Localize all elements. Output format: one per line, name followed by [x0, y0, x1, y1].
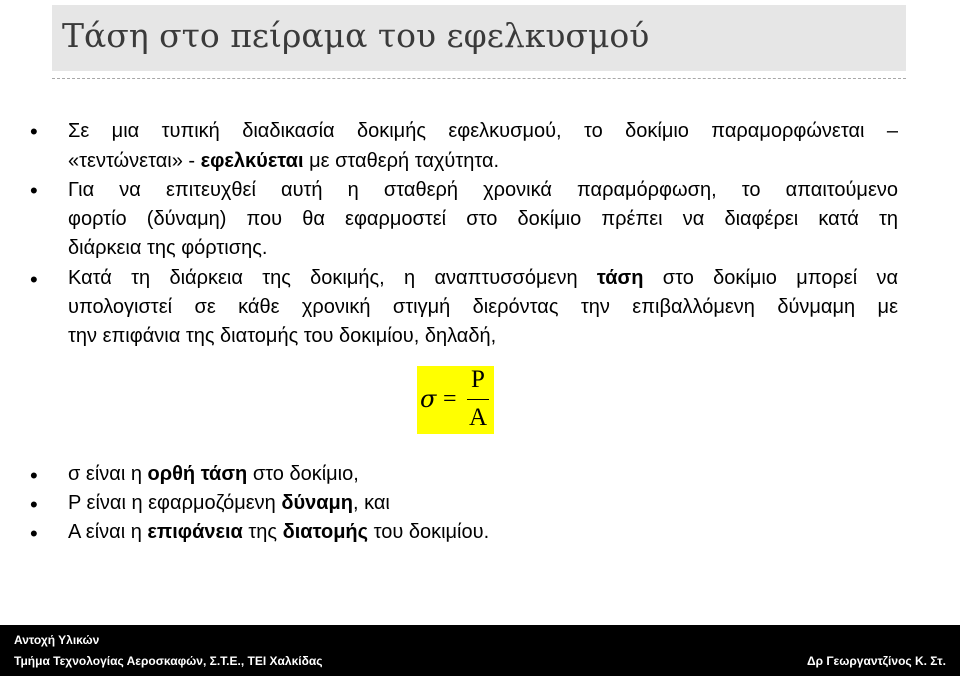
- bullet-6-line: [68, 520, 489, 544]
- bullet-1-text-end: με σταθερή ταχύτητα.: [303, 150, 500, 172]
- bullet-4-bold: ορθή τάση: [147, 463, 248, 485]
- bullet-1-text: «τεντώνεται» -: [68, 150, 201, 172]
- slide-title: Τάση στο πείραμα του εφελκυσμού: [62, 16, 650, 55]
- bullet-2-line-2: φορτίο (δύναμη) που θα εφαρμοστεί στο δοκίμιο πρέπει να διαφέρει κατά τη: [68, 208, 898, 230]
- footer-bar: [0, 625, 960, 676]
- footer-author: Δρ Γεωργαντζίνος Κ. Στ.: [806, 654, 946, 668]
- bullet-6-text-end: του δοκιμίου.: [368, 521, 490, 543]
- formula-denominator: A: [469, 404, 488, 431]
- bullet-marker: •: [30, 463, 38, 488]
- stress-formula: [417, 366, 494, 434]
- formula-sigma: σ: [420, 385, 437, 413]
- bullet-6-text-mid: της: [242, 521, 283, 543]
- bullet-marker: •: [30, 267, 38, 292]
- bullet-marker: •: [30, 119, 38, 144]
- bullet-3-line-2: υπολογιστεί σε κάθε χρονική στιγμή διερόντας την επιβαλλόμενη δύνμαμη με: [68, 296, 898, 318]
- bullet-6-bold-2: διατομής: [282, 521, 369, 543]
- formula-fraction-bar: [467, 399, 489, 400]
- bullet-marker: •: [30, 521, 38, 546]
- bullet-3-line-1: [68, 266, 898, 290]
- bullet-5-line: [68, 491, 390, 515]
- bullet-3-line-3: την επιφάνια της διατομής του δοκιμίου, δηλαδή,: [68, 325, 497, 347]
- bullet-2-line-1: Για να επιτευχθεί αυτή η σταθερή χρονικά παραμόρφωση, το απαιτούμενο: [68, 179, 898, 201]
- bullet-5-text-end: , και: [352, 492, 390, 514]
- bullet-1-line-2: [68, 149, 499, 173]
- bullet-marker: •: [30, 492, 38, 517]
- bullet-marker: •: [30, 178, 38, 203]
- bullet-3-bold: τάση: [596, 267, 644, 289]
- formula-numerator: P: [471, 366, 485, 393]
- bullet-4-text-end: στο δοκίμιο,: [247, 463, 359, 485]
- bullet-6-text: A είναι η: [68, 521, 148, 543]
- bullet-1-bold: εφελκύεται: [200, 150, 304, 172]
- bullet-5-text: P είναι η εφαρμοζόμενη: [68, 492, 282, 514]
- formula-equals: =: [443, 386, 457, 412]
- bullet-4-text: σ είναι η: [68, 463, 148, 485]
- footer-department: Τμήμα Τεχνολογίας Αεροσκαφών, Σ.Τ.Ε., ΤΕΙ Χαλκίδας: [14, 654, 323, 668]
- bullet-5-bold: δύναμη: [281, 492, 353, 514]
- bullet-6-bold-1: επιφάνεια: [147, 521, 243, 543]
- bullet-1-line-1: Σε μια τυπική διαδικασία δοκιμής εφελκυσμού, το δοκίμιο παραμορφώνεται –: [68, 120, 898, 142]
- bullet-4-line: [68, 462, 359, 486]
- bullet-3-text-end: στο δοκίμιο μπορεί να: [643, 267, 899, 289]
- bullet-2-line-3: διάρκεια της φόρτισης.: [68, 237, 268, 259]
- footer-course: Αντοχή Υλικών: [14, 633, 100, 647]
- bullet-3-text: Κατά τη διάρκεια της δοκιμής, η αναπτυσσόμενη: [68, 267, 597, 289]
